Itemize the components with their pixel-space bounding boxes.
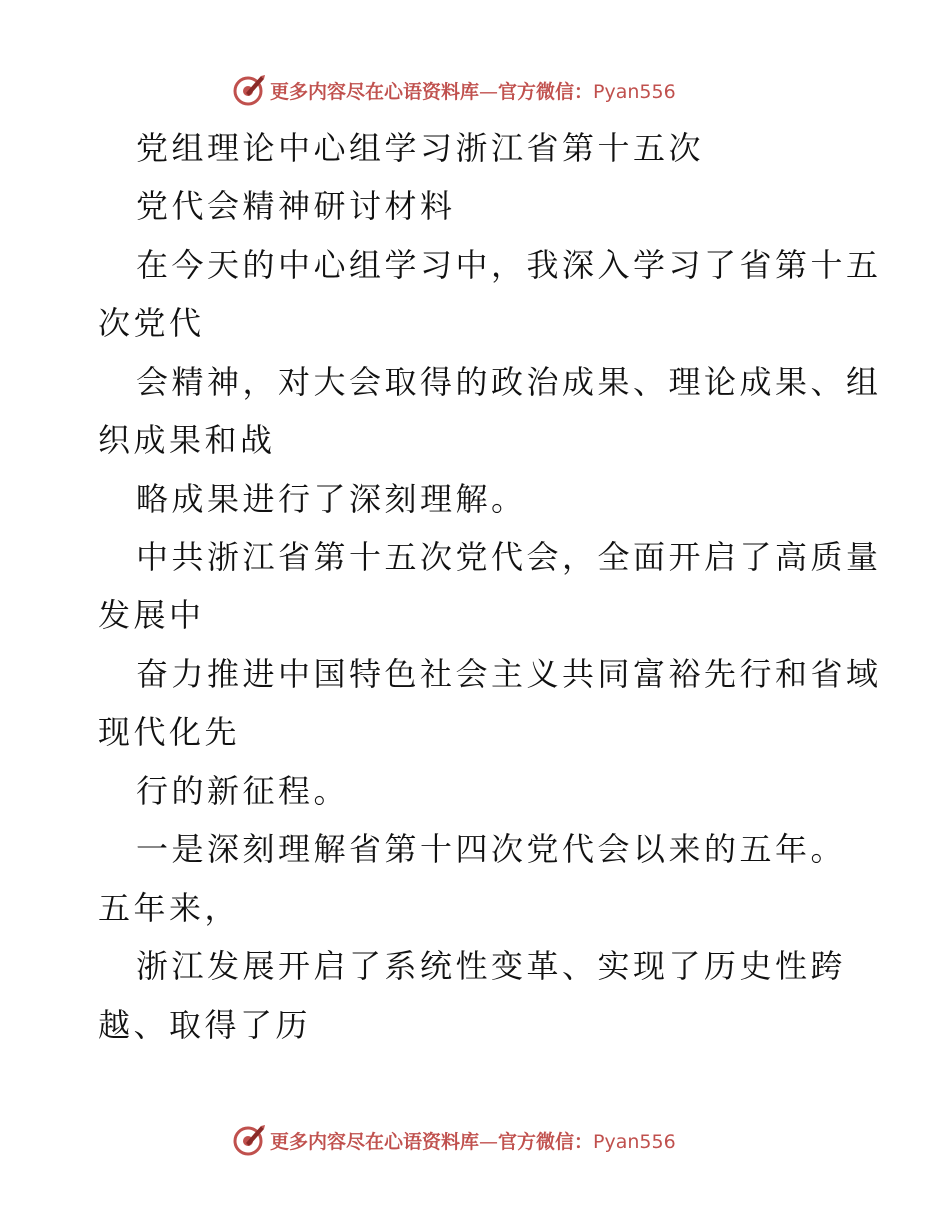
pen-logo-icon: [232, 1123, 266, 1157]
paragraph-line: 行的新征程。: [136, 772, 350, 810]
watermark-wechat-id: Pyan556: [593, 80, 676, 103]
watermark-wechat-label: 官方微信：: [498, 1130, 594, 1153]
footer-watermark: [232, 1122, 752, 1158]
watermark-wechat-id: Pyan556: [593, 1130, 676, 1153]
paragraph-line: 在今天的中心组学习中，我深入学习了省第十五: [136, 246, 882, 284]
paragraph-line: 奋力推进中国特色社会主义共同富裕先行和省域: [136, 655, 882, 693]
watermark-separator: —: [479, 80, 499, 103]
doc-title-line-1: 党组理论中心组学习浙江省第十五次: [136, 129, 705, 167]
watermark-brand: 更多内容尽在心语资料库: [270, 1130, 480, 1153]
watermark-text: [270, 1127, 676, 1154]
paragraph-line: 中共浙江省第十五次党代会，全面开启了高质量: [136, 538, 882, 576]
paragraph-line: 织成果和战: [98, 421, 276, 459]
pen-logo-icon: [232, 73, 266, 107]
paragraph-line: 发展中: [98, 596, 205, 634]
paragraph-line: 五年来，: [98, 889, 241, 927]
paragraph-line: 一是深刻理解省第十四次党代会以来的五年。: [136, 830, 847, 868]
paragraph-line: 越、取得了历: [98, 1006, 312, 1044]
paragraph-line: 次党代: [98, 304, 205, 342]
paragraph-line: 略成果进行了深刻理解。: [136, 480, 527, 518]
watermark-text: [270, 77, 676, 104]
watermark-wechat-label: 官方微信：: [498, 80, 594, 103]
watermark-separator: —: [479, 1130, 499, 1153]
header-watermark: [232, 72, 752, 108]
watermark-brand: 更多内容尽在心语资料库: [270, 80, 480, 103]
paragraph-line: 会精神，对大会取得的政治成果、理论成果、组: [136, 363, 882, 401]
paragraph-line: 浙江发展开启了系统性变革、实现了历史性跨: [136, 947, 847, 985]
paragraph-line: 现代化先: [98, 713, 241, 751]
doc-title-line-2: 党代会精神研讨材料: [136, 187, 456, 225]
